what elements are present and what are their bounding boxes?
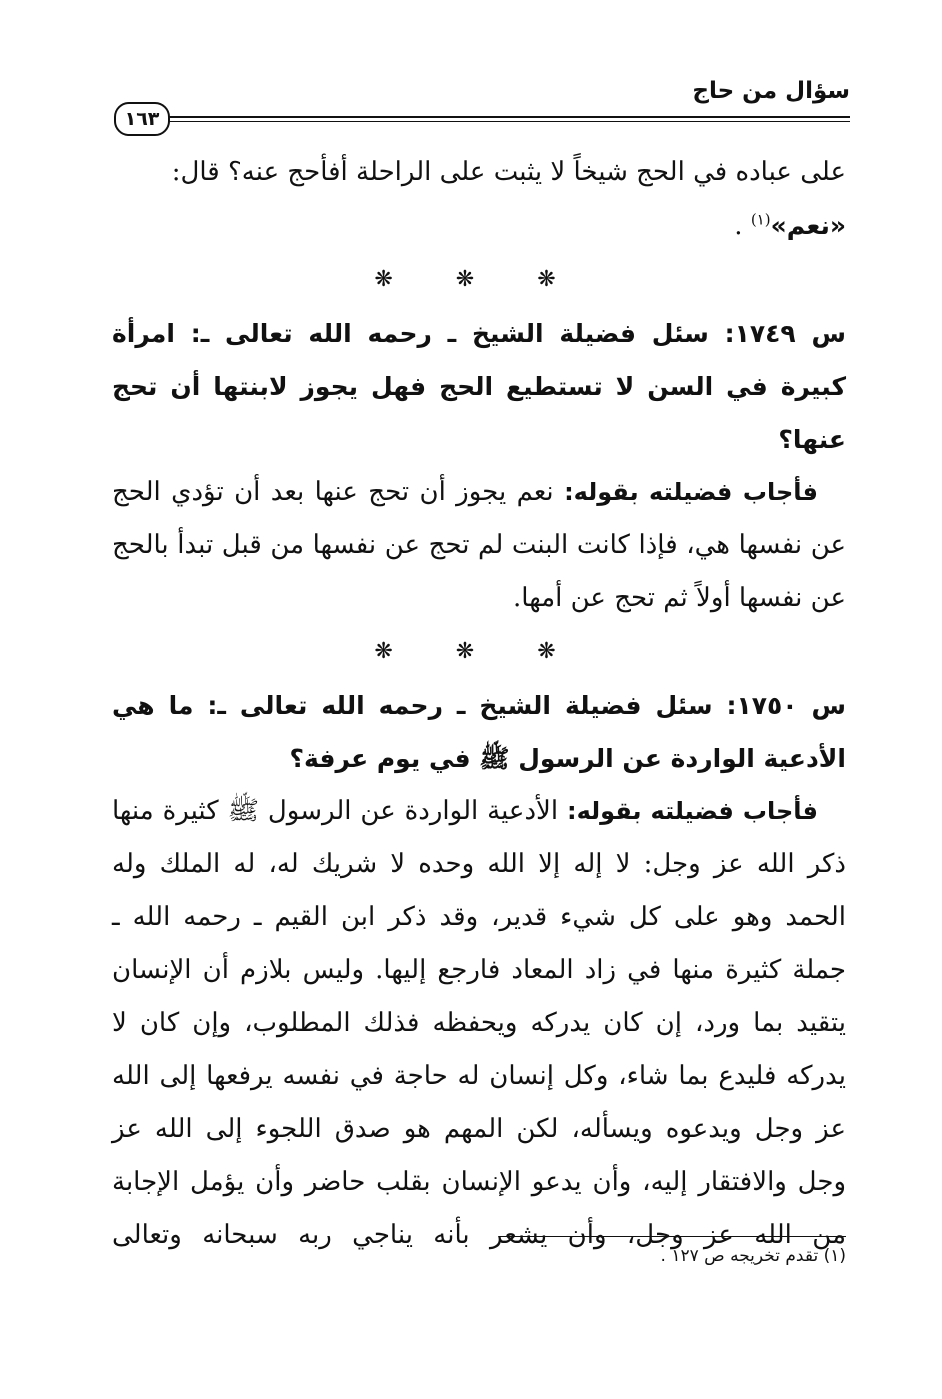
header-rule [160, 116, 850, 118]
answer-1749 [112, 466, 846, 625]
page-body [112, 146, 846, 1262]
footnote: (١) تقدم تخريجه ص ١٢٧ . [660, 1246, 846, 1266]
section-separator: ❋ ❋ ❋ [374, 639, 584, 664]
answer-text: الأدعية الواردة عن الرسول ﷺ كثيرة منها ذكر الله عز وجل: لا إله إلا الله وحده لا شريك له، له الملك وله الحمد وهو على كل شيء قدير، وقد ذكر ابن القيم ـ رحمه الله ـ جملة كثيرة منها في زاد المعاد فارجع إليها. وليس بلازم أن الإنسان يتقيد بما ورد، إن كان يدركه ويحفظه فذلك المطلوب، وإن كان لا يدركه فليدع بما شاء، وكل إنسان له حاجة في نفسه يرفعها إلى الله عز وجل ويدعوه ويسأله، لكن المهم هو صدق اللجوء إلى الله عز وجل والافتقار إليه، وأن يدعو الإنسان بقلب حاضر وأن يؤمل الإجابة من الله عز وجل، وأن يشعر بأنه يناجي ربه سبحانه وتعالى [112, 796, 846, 1250]
answer-1750 [112, 785, 846, 1262]
answer-lead: فأجاب فضيلته بقوله: [567, 797, 819, 825]
question-1749: س ١٧٤٩: سئل فضيلة الشيخ ـ رحمه الله تعالى ـ: امرأة كبيرة في السن لا تستطيع الحج فهل يجوز لابنتها أن تحج عنها؟ [112, 319, 846, 454]
page-number: ١٦٣ [114, 102, 170, 136]
continuation-text: على عباده في الحج شيخاً لا يثبت على الراحلة أفأحج عنه؟ قال: [171, 157, 846, 187]
answer-text: نعم يجوز أن تحج عنها بعد أن تؤدي الحج عن نفسها هي، فإذا كانت البنت لم تحج عن نفسها من قبل تبدأ بالحج عن نفسها أولاً ثم تحج عن أمها. [112, 477, 846, 613]
footnote-rule [500, 1236, 846, 1237]
running-title: سؤال من حاج [692, 78, 850, 104]
quoted-answer: «نعم» [770, 211, 846, 240]
header-rule-thin [160, 121, 850, 122]
paragraph-continuation: على عباده في الحج شيخاً لا يثبت على الراحلة أفأحج عنه؟ قال: «نعم»$^{(١)}$ . [171, 157, 846, 241]
answer-lead: فأجاب فضيلته بقوله: [564, 478, 819, 506]
question-1750: س ١٧٥٠: سئل فضيلة الشيخ ـ رحمه الله تعالى ـ: ما هي الأدعية الواردة عن الرسول ﷺ في يوم عرفة؟ [112, 691, 847, 773]
section-separator: ❋ ❋ ❋ [374, 267, 584, 292]
footnote-ref: (١) [750, 210, 771, 229]
